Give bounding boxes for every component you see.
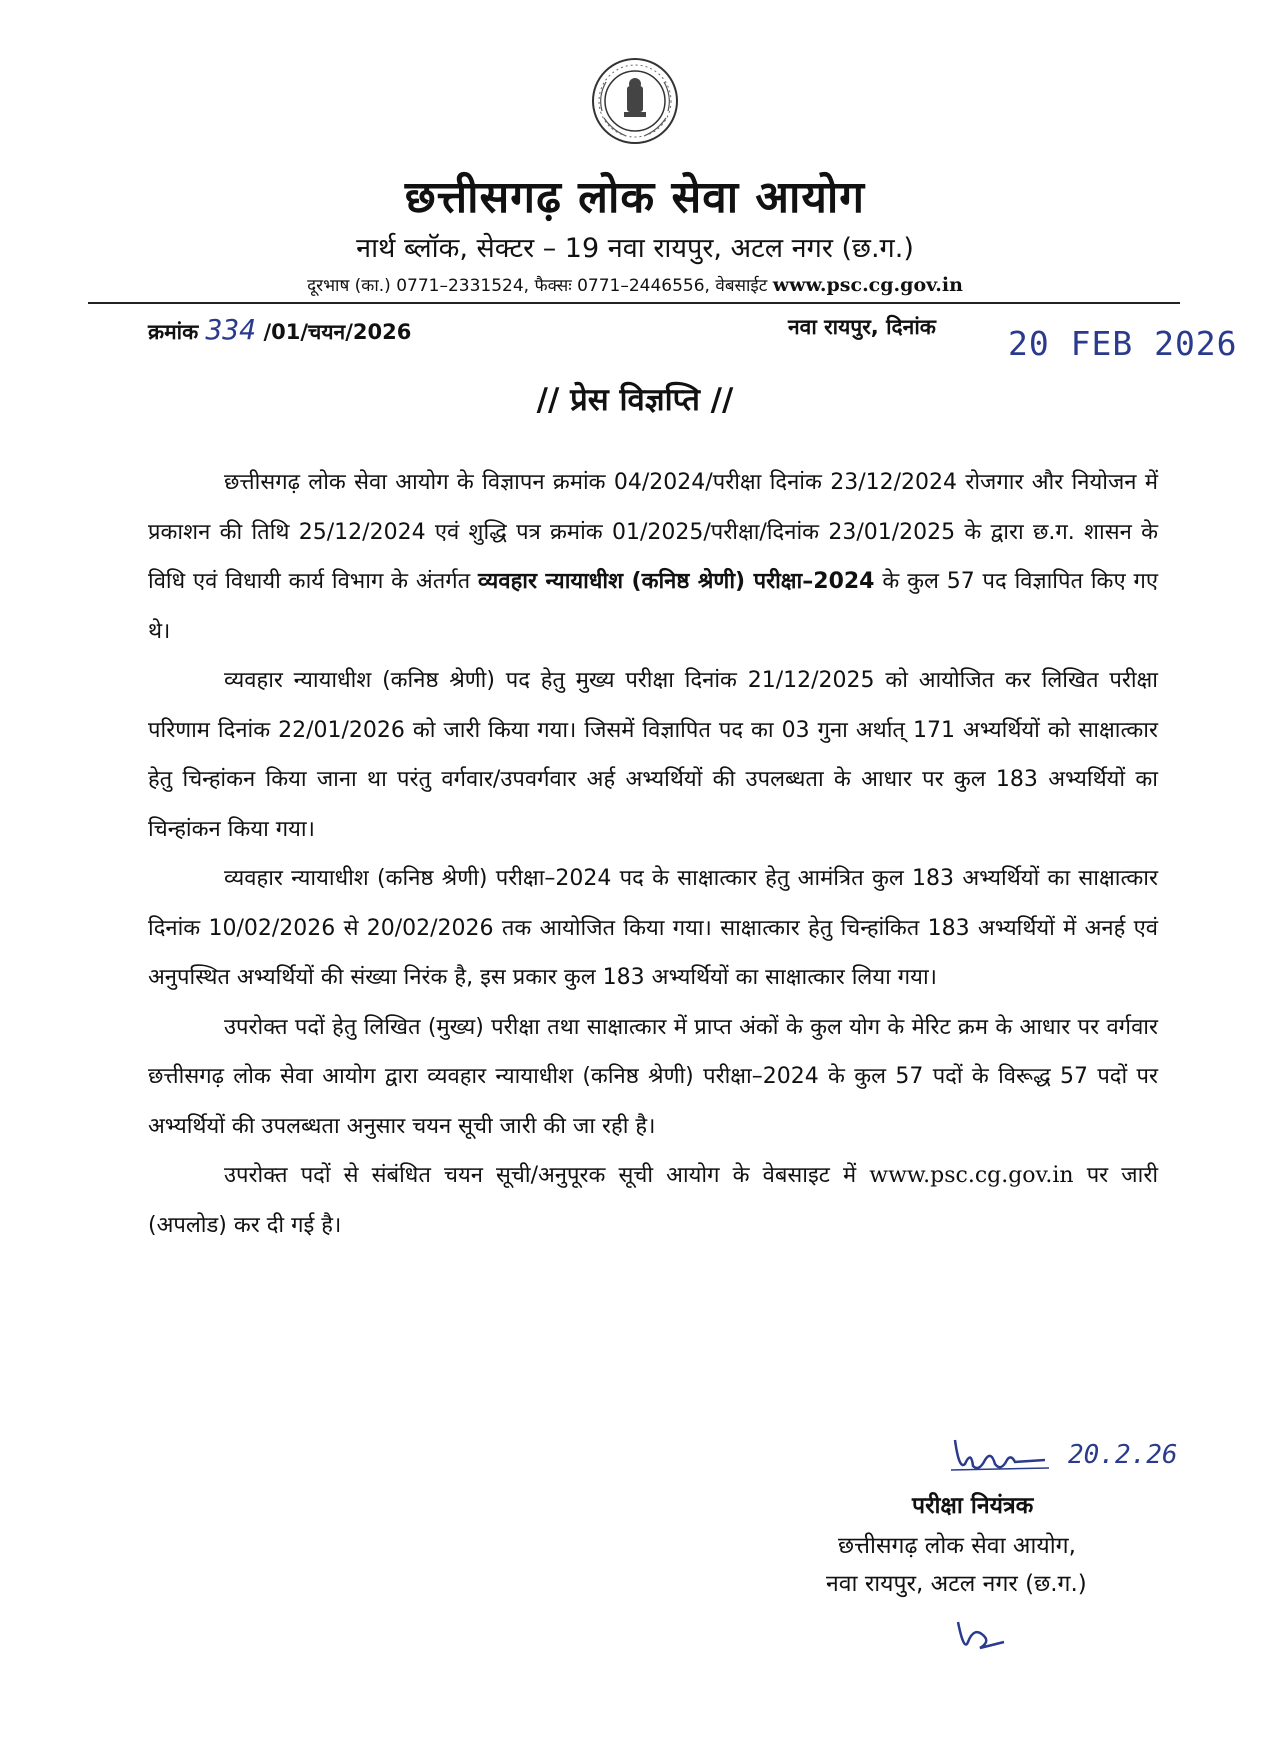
place-date-label: नवा रायपुर, दिनांक: [788, 315, 936, 339]
handwritten-reference-number: 334: [205, 313, 257, 346]
reference-suffix: /01/चयन/2026: [263, 320, 412, 344]
paragraph-4: उपरोक्त पदों हेतु लिखित (मुख्य) परीक्षा तथा साक्षात्कार में प्राप्त अंकों के कुल योग के मेरिट क्रम के आधार पर वर्गवार छत्तीसगढ़ लोक सेवा आयोग द्वारा व्यवहार न्यायाधीश (कनिष्ठ श्रेणी) परीक्षा–2024 के कुल 57 पदों के विरूद्ध 57 पदों पर अभ्यर्थियों की उपलब्धता अनुसार चयन सूची जारी की जा रही है।: [148, 1014, 1158, 1139]
date-stamp: 20 FEB 2026: [1008, 324, 1238, 363]
signature-icon: [945, 1420, 1055, 1480]
organization-name: छत्तीसगढ़ लोक सेवा आयोग: [404, 172, 866, 223]
signatory-place: नवा रायपुर, अटल नगर (छ.ग.): [826, 1571, 1087, 1597]
signatory-organization: छत्तीसगढ़ लोक सेवा आयोग,: [838, 1533, 1076, 1559]
paragraph-3: व्यवहार न्यायाधीश (कनिष्ठ श्रेणी) परीक्षा–2024 पद के साक्षात्कार हेतु आमंत्रित कुल 183 अभ्यर्थियों का साक्षात्कार दिनांक 10/02/2026 से 20/02/2026 तक आयोजित किया गया। साक्षात्कार हेतु चिन्हांकित 183 अभ्यर्थियों में अनर्ह एवं अनुपस्थित अभ्यर्थियों की संख्या निरंक है, इस प्रकार कुल 183 अभ्यर्थियों का साक्षात्कार लिया गया।: [148, 866, 1158, 990]
paragraph-1: [148, 458, 1158, 656]
paragraph-2: व्यवहार न्यायाधीश (कनिष्ठ श्रेणी) पद हेतु मुख्य परीक्षा दिनांक 21/12/2025 को आयोजित कर लिखित परीक्षा परिणाम दिनांक 22/01/2026 को जारी किया गया। जिसमें विज्ञापित पद का 03 गुना अर्थात् 171 अभ्यर्थियों को साक्षात्कार हेतु चिन्हांकन किया जाना था परंतु वर्गवार/उपवर्गवार अर्ह अभ्यर्थियों की उपलब्धता के आधार पर कुल 183 अभ्यर्थियों का चिन्हांकन किया गया।: [148, 668, 1158, 842]
website-link-body[interactable]: www.psc.cg.gov.in: [869, 1163, 1074, 1188]
page-title: // प्रेस विज्ञप्ति //: [536, 382, 734, 418]
signature-date: 20.2.26: [1068, 1440, 1178, 1470]
signatory-title: परीक्षा नियंत्रक: [912, 1493, 1034, 1519]
paragraph-5: [148, 1151, 1158, 1250]
government-seal-icon: [590, 56, 680, 146]
paragraph-5-text-b: पर जारी (अपलोड) कर दी गई है।: [148, 1163, 1159, 1238]
exam-name-bold: व्यवहार न्यायाधीश (कनिष्ठ श्रेणी) परीक्षा–2024: [478, 569, 875, 594]
paragraph-5-text-a: उपरोक्त पदों से संबंधित चयन सूची/अनुपूरक सूची आयोग के वेबसाइट में: [224, 1163, 857, 1188]
press-release-body: [148, 458, 1158, 1250]
paragraph-1-text-a: छत्तीसगढ़ लोक सेवा आयोग के विज्ञापन क्रमांक 04/2024/परीक्षा दिनांक 23/12/2024 रोजगार और नियोजन में प्रकाशन की तिथि 25/12/2024 एवं शुद्धि पत्र क्रमांक 01/2025/परीक्षा/दिनांक 23/01/2025 के द्वारा छ.ग. शासन के विधि एवं विधायी कार्य विभाग के अंतर्गत: [148, 470, 1158, 594]
reference-number: [148, 313, 411, 346]
organization-contact: [0, 273, 1270, 296]
organization-address: नार्थ ब्लॉक, सेक्टर – 19 नवा रायपुर, अटल नगर (छ.ग.): [356, 233, 914, 264]
website-link[interactable]: www.psc.cg.gov.in: [772, 274, 963, 296]
initials-icon: [950, 1612, 1010, 1660]
reference-label: क्रमांक: [148, 320, 199, 344]
paragraph-1-text-b: के कुल 57 पद विज्ञापित किए गए थे।: [148, 569, 1159, 644]
header-divider: [88, 302, 1180, 304]
contact-numbers: दूरभाष (का.) 0771–2331524, फैक्सः 0771–2446556, वेबसाईट: [307, 276, 768, 296]
